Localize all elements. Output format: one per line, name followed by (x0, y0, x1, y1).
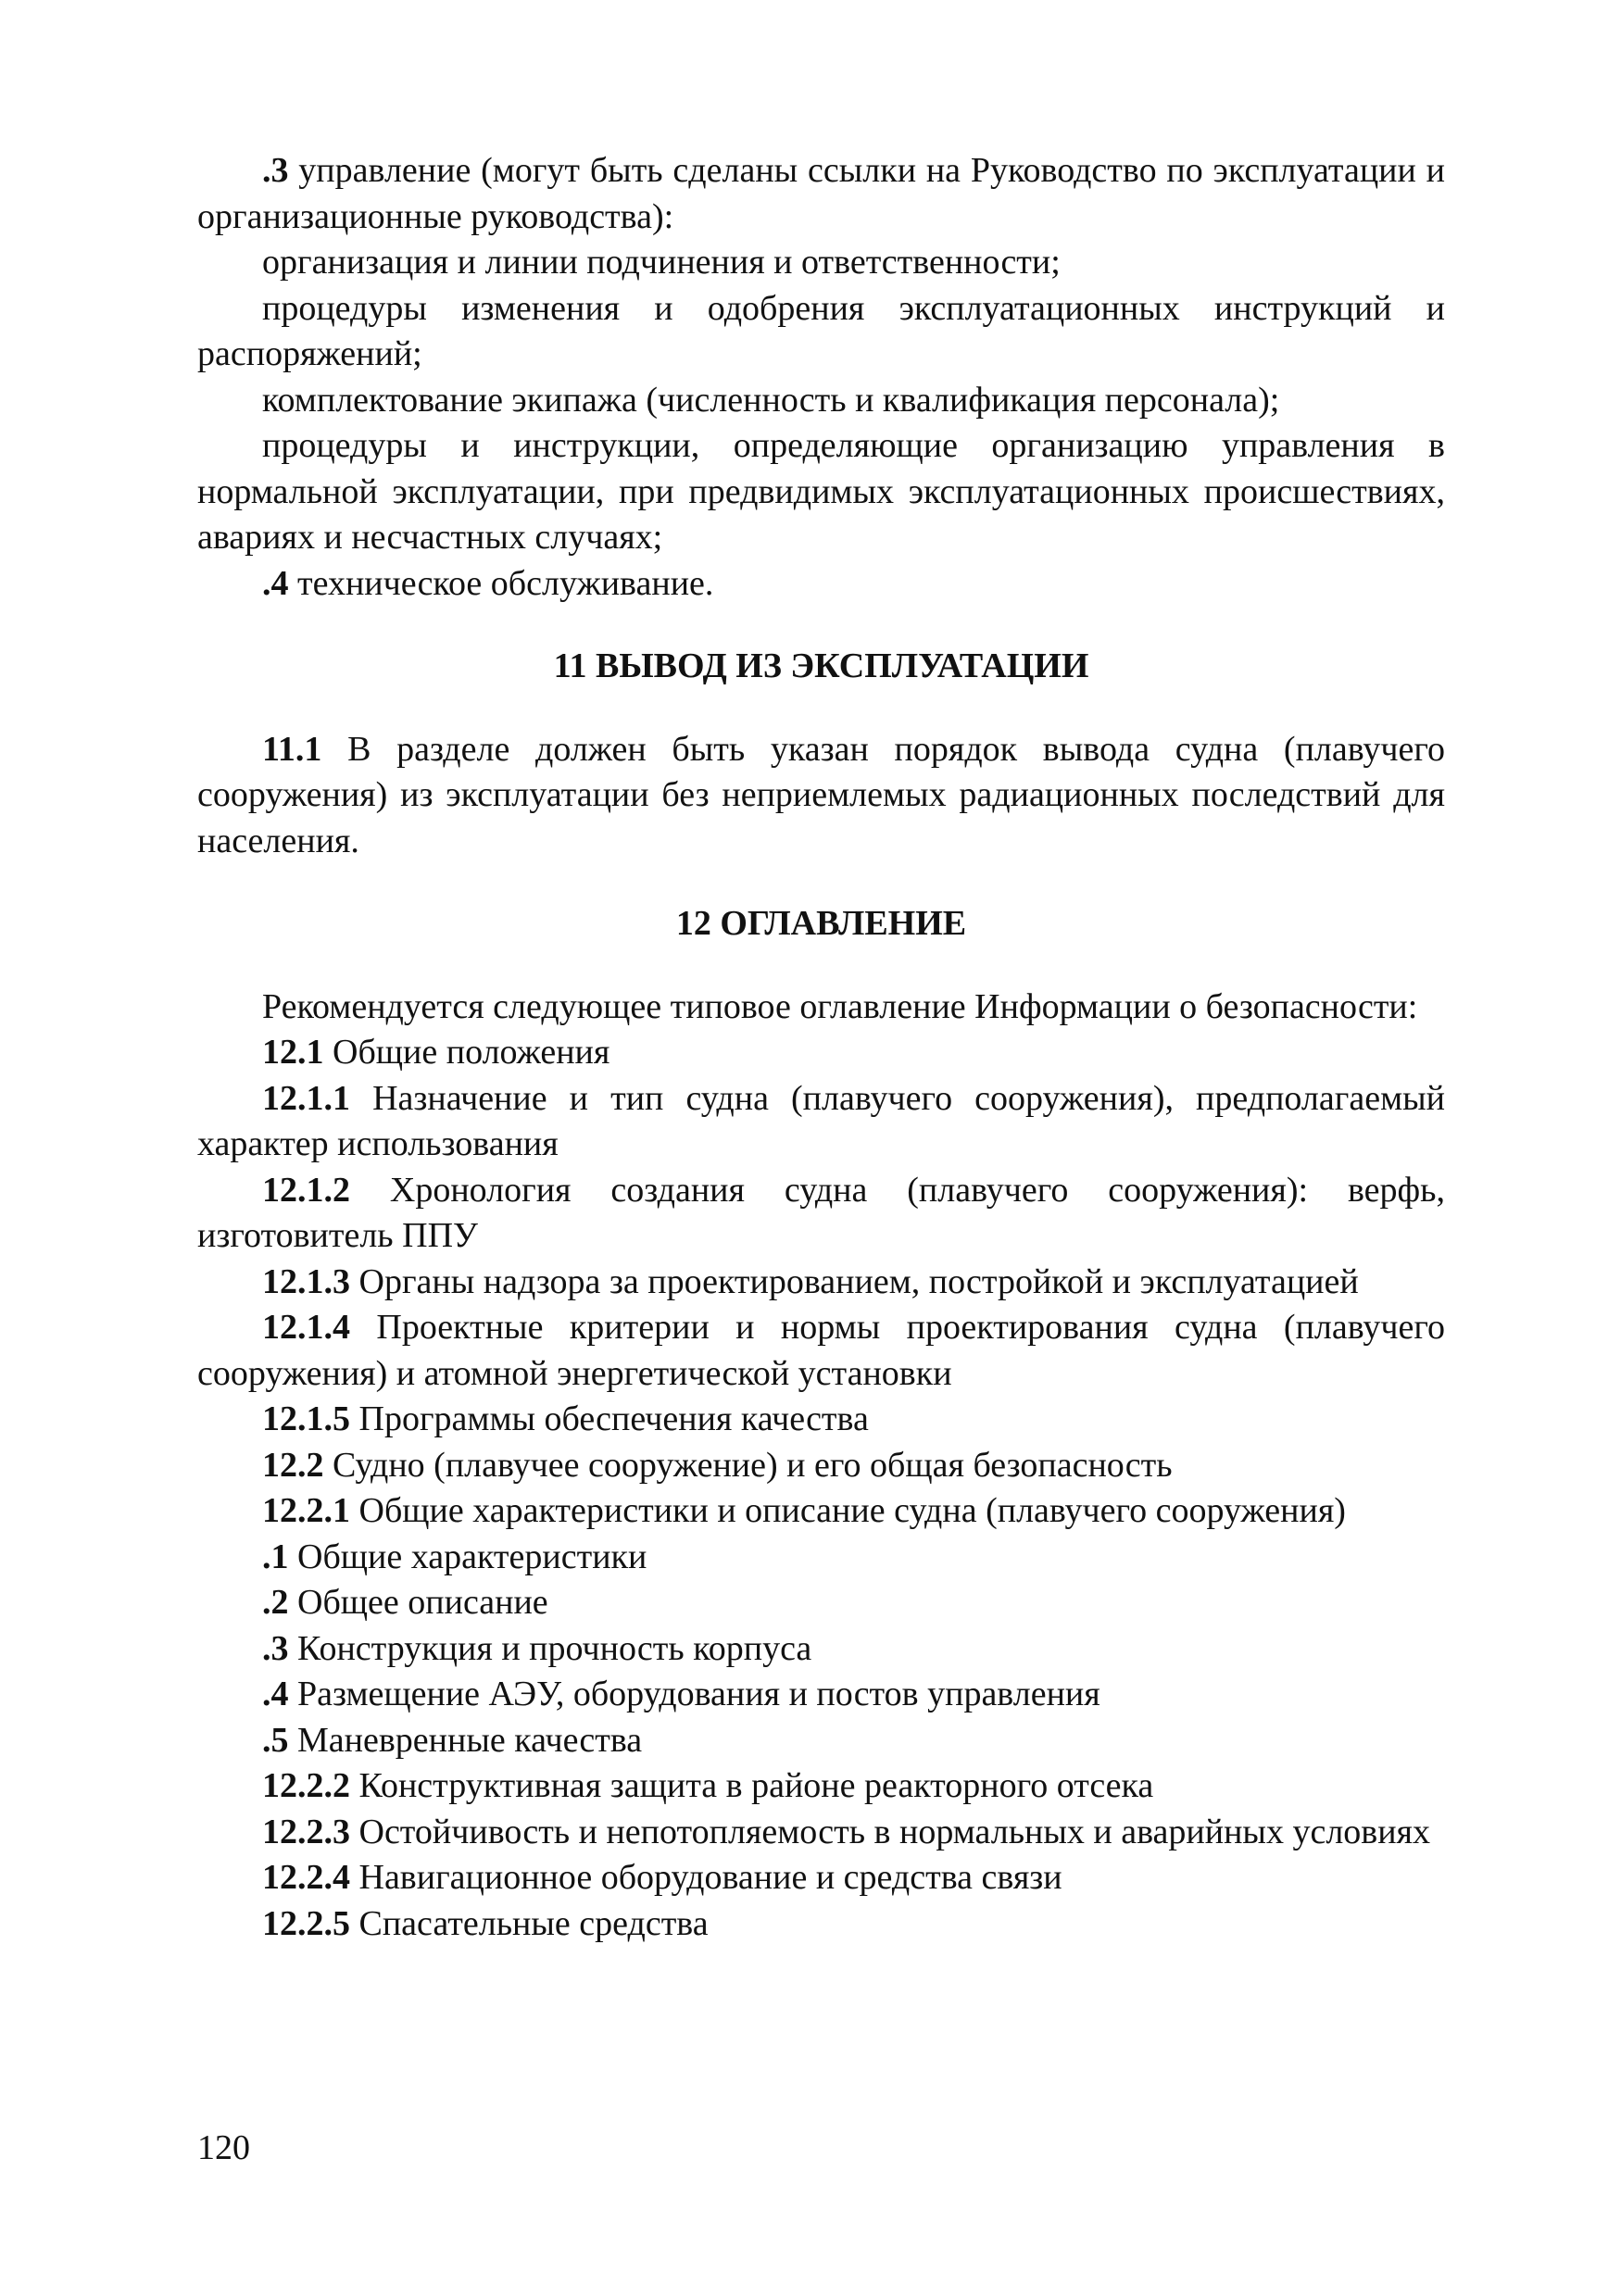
toc-item (197, 1810, 1445, 1856)
toc-item-number: .3 (262, 1628, 289, 1668)
toc-item-number: 12.1.5 (262, 1399, 350, 1438)
toc-item-text: Общие характеристики и описание судна (плавучего сооружения) (350, 1491, 1346, 1530)
item-text: В разделе должен быть указан порядок вывода судна (плавучего сооружения) из эксплуатации без неприемлемых радиационных последствий для населения. (197, 729, 1445, 860)
item-number: .4 (262, 563, 289, 603)
toc-item-number: .5 (262, 1720, 289, 1760)
toc-item (197, 1763, 1445, 1810)
toc-item-number: .2 (262, 1583, 289, 1622)
table-of-contents (197, 1030, 1445, 1947)
toc-item-text: Конструктивная защита в районе реакторного отсека (350, 1766, 1154, 1805)
toc-item (197, 1443, 1445, 1489)
toc-item (197, 1672, 1445, 1718)
toc-item-number: 12.2.1 (262, 1491, 350, 1530)
list-item (197, 378, 1445, 424)
toc-item-number: 12.1.1 (262, 1078, 350, 1118)
list-item (197, 148, 1445, 240)
toc-item-text: Назначение и тип судна (плавучего сооружения), предполагаемый характер использования (197, 1078, 1445, 1163)
item-text: управление (могут быть сделаны ссылки на Руководство по эксплуатации и организационные руководства): (197, 151, 1445, 236)
toc-item (197, 1718, 1445, 1764)
toc-item-text: Общие характеристики (288, 1537, 647, 1576)
toc-item-text: Навигационное оборудование и средства связи (350, 1858, 1062, 1897)
toc-item (197, 1535, 1445, 1581)
toc-item (197, 1168, 1445, 1260)
section-11-heading: 11 ВЫВОД ИЗ ЭКСПЛУАТАЦИИ (553, 646, 1089, 685)
toc-item (197, 1305, 1445, 1397)
toc-item-number: 12.1.4 (262, 1308, 350, 1347)
toc-item-text: Проектные критерии и нормы проектирования судна (плавучего сооружения) и атомной энергетической установки (197, 1308, 1445, 1393)
toc-item (197, 1580, 1445, 1626)
list-item (197, 286, 1445, 378)
toc-item-text: Судно (плавучее сооружение) и его общая безопасность (323, 1445, 1173, 1485)
intro-block (197, 148, 1445, 607)
toc-item-number: 12.2.5 (262, 1903, 350, 1943)
toc-item-number: .4 (262, 1675, 289, 1713)
toc-item-text: Размещение АЭУ, оборудования и постов управления (288, 1675, 1100, 1713)
page-number: 120 (197, 2128, 250, 2167)
section-12-heading: 12 ОГЛАВЛЕНИЕ (675, 904, 967, 943)
toc-item-text: Общие положения (323, 1033, 610, 1072)
list-item (197, 240, 1445, 286)
toc-item-text: Спасательные средства (350, 1903, 709, 1943)
toc-item-number: 12.1 (262, 1033, 324, 1072)
toc-item-text: Остойчивость и непотопляемость в нормальных и аварийных условиях (350, 1812, 1431, 1851)
toc-item-text: Общее описание (288, 1583, 548, 1622)
toc-item-text: Маневренные качества (288, 1720, 643, 1760)
toc-item-text: Конструкция и прочность корпуса (288, 1628, 812, 1668)
toc-item (197, 1488, 1445, 1535)
item-text: комплектование экипажа (численность и квалификация персонала); (262, 380, 1280, 420)
toc-item-text: Органы надзора за проектированием, постройкой и эксплуатацией (350, 1261, 1359, 1301)
toc-item (197, 1901, 1445, 1948)
toc-item (197, 1855, 1445, 1901)
toc-item (197, 1260, 1445, 1306)
toc-item (197, 1030, 1445, 1076)
list-item (197, 423, 1445, 561)
toc-item-number: 12.2 (262, 1445, 324, 1485)
toc-item (197, 1626, 1445, 1673)
item-text: процедуры изменения и одобрения эксплуатационных инструкций и распоряжений; (197, 288, 1445, 373)
item-text: процедуры и инструкции, определяющие организацию управления в нормальной эксплуатации, при предвидимых эксплуатационных происшествиях, авариях и несчастных случаях; (197, 426, 1445, 557)
section-11-paragraph (197, 727, 1445, 865)
page-body (197, 148, 1445, 1947)
list-item (197, 561, 1445, 608)
toc-item-number: 12.2.2 (262, 1766, 350, 1805)
toc-item-number: 12.1.3 (262, 1261, 350, 1301)
toc-item-number: 12.2.3 (262, 1812, 350, 1851)
toc-item-number: .1 (262, 1537, 289, 1576)
toc-item-text: Хронология создания судна (плавучего сооружения): верфь, изготовитель ППУ (197, 1170, 1445, 1255)
toc-item-number: 12.2.4 (262, 1858, 350, 1897)
section-12-intro: Рекомендуется следующее типовое оглавление Информации о безопасности: (262, 986, 1418, 1026)
toc-item-number: 12.1.2 (262, 1170, 350, 1210)
toc-item-text: Программы обеспечения качества (350, 1399, 869, 1438)
item-number: .3 (262, 151, 289, 190)
toc-item (197, 1397, 1445, 1443)
toc-item (197, 1076, 1445, 1168)
item-text: техническое обслуживание. (288, 563, 714, 603)
item-number: 11.1 (262, 729, 322, 769)
item-text: организация и линии подчинения и ответственности; (262, 243, 1061, 282)
